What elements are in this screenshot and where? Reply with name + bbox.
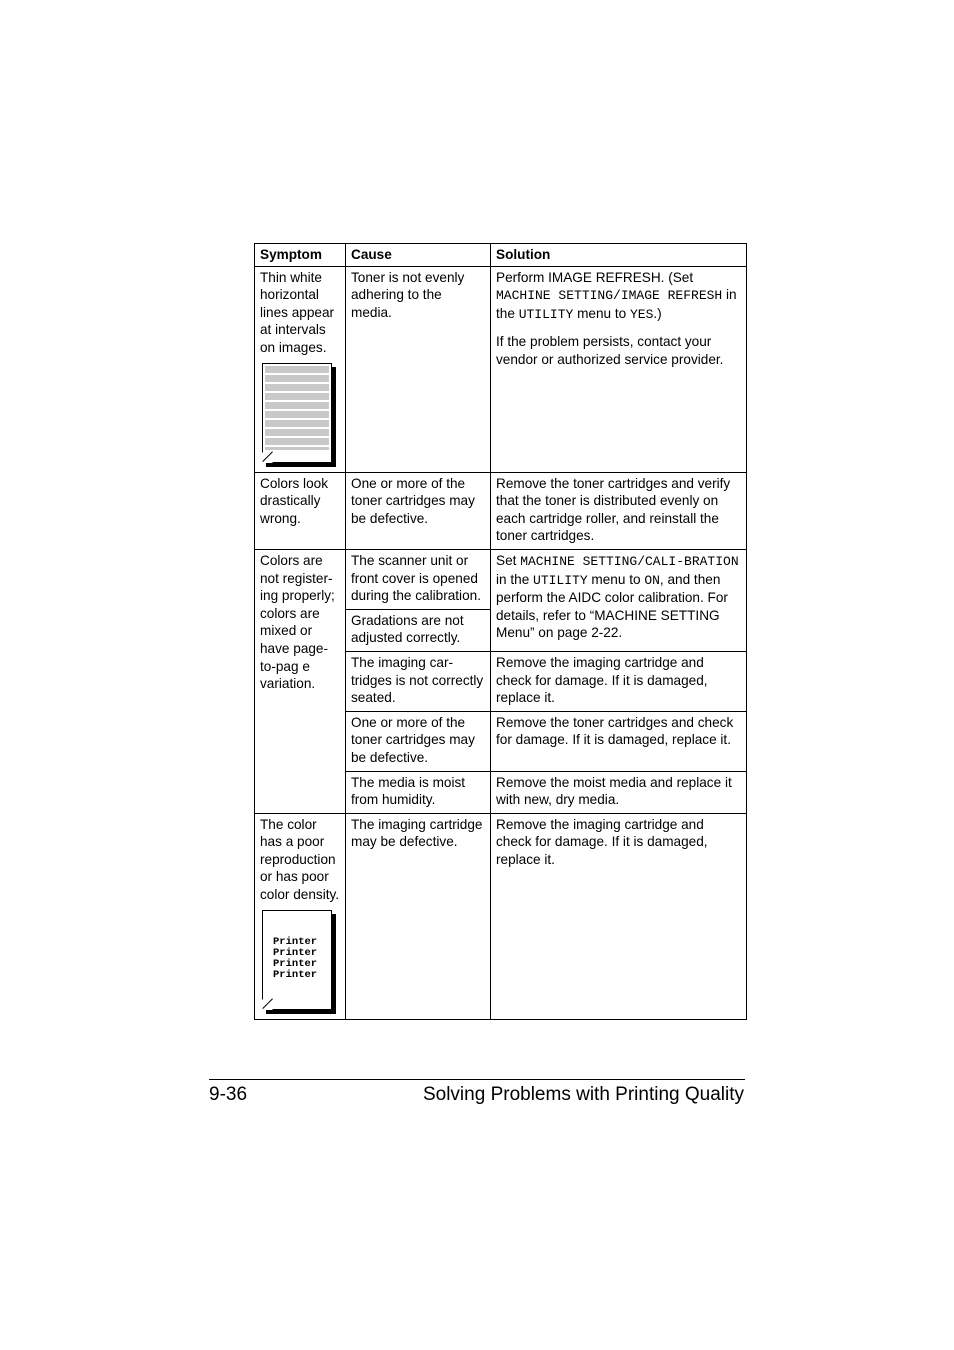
solution-cell: Remove the toner cartridges and check for damage. If it is damaged, replace it. xyxy=(491,711,747,771)
cause-cell: The scanner unit or front cover is opened during the calibration. xyxy=(346,549,491,609)
sample-line: Printer xyxy=(273,946,318,959)
table-row xyxy=(255,472,747,549)
table-header-row xyxy=(255,244,747,267)
solution-text: Perform IMAGE REFRESH. (Set MACHINE SETTING/IMAGE REFRESH in the UTILITY menu to YES.) xyxy=(496,269,737,322)
symptom-cell xyxy=(255,813,346,1019)
solution-cell: Set MACHINE SETTING/CALI-BRATION in the UTILITY menu to ON, and then perform the AIDC color calibration. For details, refer to “MACHINE SETTING Menu” on page 2-22. xyxy=(491,549,747,651)
page-title: Solving Problems with Printing Quality xyxy=(422,1084,744,1105)
cause-cell: One or more of the toner cartridges may be defective. xyxy=(346,472,491,549)
solution-cell xyxy=(491,266,747,472)
table-row xyxy=(255,813,747,1019)
header-symptom: Symptom xyxy=(255,244,346,267)
footer-rule xyxy=(209,1079,745,1080)
solution-cell: Remove the moist media and replace it with new, dry media. xyxy=(491,771,747,813)
symptom-cell: Colors look drastically wrong. xyxy=(255,472,346,549)
solution-extra-text: If the problem persists, contact your vendor or authorized service provider. xyxy=(496,334,724,367)
page-number: 9-36 xyxy=(209,1084,248,1105)
symptom-cell: Colors are not register-ing properly; colors are mixed or have page-to-pag e variation. xyxy=(255,549,346,813)
sample-line: Printer xyxy=(273,968,318,981)
table-row xyxy=(255,266,747,472)
cause-cell: The imaging cartridge may be defective. xyxy=(346,813,491,1019)
solution-cell: Remove the imaging cartridge and check for damage. If it is damaged, replace it. xyxy=(491,651,747,711)
cause-cell: One or more of the toner cartridges may be defective. xyxy=(346,711,491,771)
cause-cell: Gradations are not adjusted correctly. xyxy=(346,609,491,651)
sample-line: Printer xyxy=(273,957,318,970)
symptom-text: Thin white horizontal lines appear at intervals on images. xyxy=(260,269,335,355)
symptom-cell xyxy=(255,266,346,472)
white-lines-sample-icon xyxy=(262,363,334,465)
sample-line: Printer xyxy=(273,935,318,948)
cause-cell: Toner is not evenly adhering to the media. xyxy=(346,266,491,472)
solution-cell: Remove the imaging cartridge and check for damage. If it is damaged, replace it. xyxy=(491,813,747,1019)
color-density-sample-icon xyxy=(262,910,334,1012)
table-row xyxy=(255,549,747,609)
solution-cell: Remove the toner cartridges and verify that the toner is distributed evenly on each cartridge roller, and reinstall the toner cartridges. xyxy=(491,472,747,549)
header-solution: Solution xyxy=(491,244,747,267)
cause-cell: The media is moist from humidity. xyxy=(346,771,491,813)
troubleshooting-table xyxy=(254,243,747,1020)
symptom-text: The color has a poor reproduction or has poor color density. xyxy=(260,816,340,903)
cause-cell: The imaging car-tridges is not correctly seated. xyxy=(346,651,491,711)
header-cause: Cause xyxy=(346,244,491,267)
